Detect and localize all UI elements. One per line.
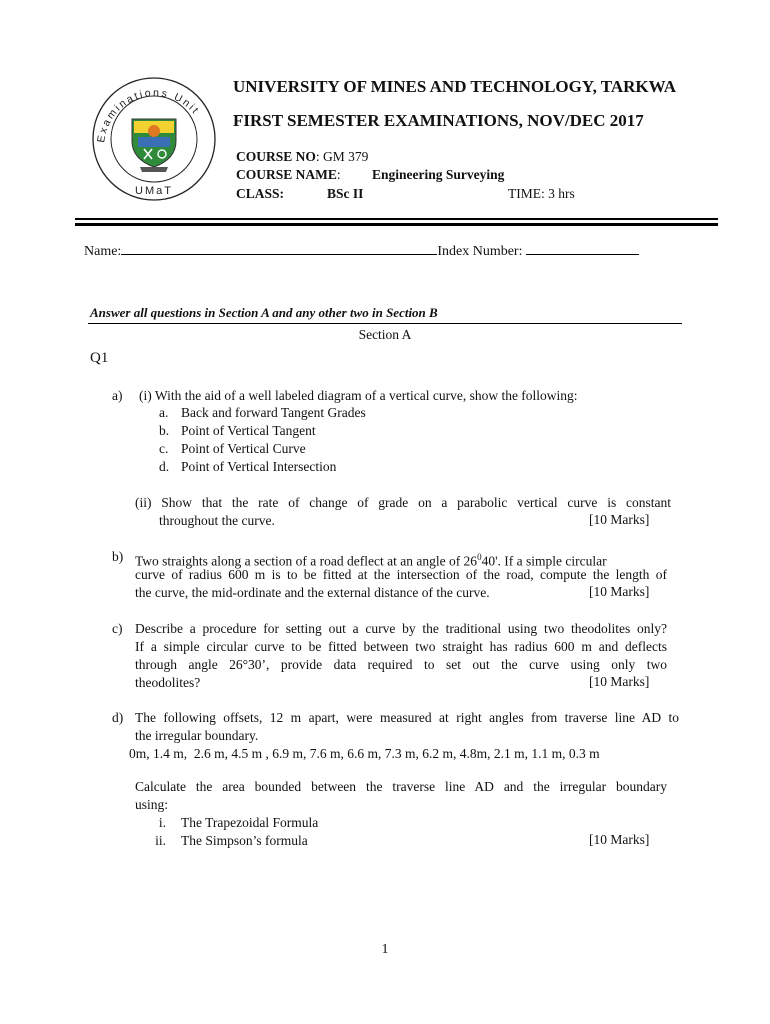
part-c-line1: Describe a procedure for setting out a curve by the traditional using two theodolites only? — [135, 621, 667, 636]
part-d-calc-line1: Calculate the area bounded between the traverse line AD and the irregular boundary — [135, 779, 667, 794]
part-c-label: c) — [112, 621, 123, 636]
part-d-label: d) — [112, 710, 124, 725]
page-number: 1 — [381, 942, 389, 957]
exam-duration: TIME: 3 hrs — [508, 186, 575, 201]
question-number: Q1 — [90, 350, 109, 366]
offsets-list: 0m, 1.4 m, 2.6 m, 4.5 m , 6.9 m, 7.6 m, 6.6 m, 7.3 m, 6.2 m, 4.8m, 2.1 m, 1.1 m, 0.3 m — [129, 746, 600, 761]
part-c-line4: theodolites? — [135, 675, 201, 690]
course-name-label: COURSE NAME: — [236, 167, 341, 182]
index-number-field[interactable] — [526, 242, 639, 255]
part-d-line1: The following offsets, 12 m apart, were measured at right angles from traverse line AD to — [135, 710, 679, 725]
candidate-info-row — [84, 242, 639, 260]
list-item: ii. — [155, 833, 166, 848]
index-number-label: Index Number: — [437, 244, 523, 259]
marks-label: [10 Marks] — [589, 674, 650, 689]
part-b-label: b) — [112, 549, 124, 564]
list-item: c. — [159, 441, 169, 456]
part-a-ii-continuation: throughout the curve. — [159, 513, 275, 528]
university-title: UNIVERSITY OF MINES AND TECHNOLOGY, TARKWA — [233, 77, 677, 96]
part-d-line2: the irregular boundary. — [135, 728, 259, 743]
exam-instructions: Answer all questions in Section A and any other two in Section B — [90, 305, 438, 320]
class-value: BSc II — [327, 186, 364, 201]
exam-title: FIRST SEMESTER EXAMINATIONS, NOV/DEC 2017 — [233, 111, 644, 130]
list-item: a. — [159, 405, 169, 420]
list-item: Point of Vertical Intersection — [181, 459, 337, 474]
part-a-ii-text: (ii) Show that the rate of change of grade on a parabolic vertical curve is constant — [135, 495, 671, 510]
list-item: d. — [159, 459, 170, 474]
part-b-line3: the curve, the mid-ordinate and the external distance of the curve. — [135, 585, 490, 600]
part-a-label: a) — [112, 388, 123, 403]
svg-text:UMaT: UMaT — [135, 185, 173, 197]
list-item: Back and forward Tangent Grades — [181, 405, 366, 420]
list-item: The Simpson’s formula — [181, 833, 308, 848]
part-c-line2: If a simple circular curve to be fitted between two straight has radius 600 m and deflects — [135, 639, 667, 654]
name-label: Name: — [84, 244, 122, 259]
svg-text:Examinations Unit: Examinations Unit — [95, 86, 203, 144]
marks-label: [10 Marks] — [589, 584, 650, 599]
header-divider-thin — [75, 218, 718, 220]
section-heading: Section A — [358, 327, 412, 342]
marks-label: [10 Marks] — [589, 512, 650, 527]
header-divider-thick — [75, 223, 718, 226]
course-name-value: Engineering Surveying — [372, 167, 505, 182]
marks-label: [10 Marks] — [589, 832, 650, 847]
list-item: Point of Vertical Tangent — [181, 423, 316, 438]
part-a-i-text: (i) With the aid of a well labeled diagram of a vertical curve, show the following: — [139, 388, 578, 403]
instructions-underline — [88, 323, 682, 324]
list-item: b. — [159, 423, 170, 438]
part-b-line1: Two straights along a section of a road deflect at an angle of $26^040'$. If a simple circular — [135, 552, 607, 569]
name-field[interactable] — [121, 242, 437, 255]
part-c-line3: through angle 26°30’, provide data required to set out the curve using only two — [135, 657, 667, 672]
course-number: COURSE NO: GM 379 — [236, 149, 369, 164]
list-item: The Trapezoidal Formula — [181, 815, 319, 830]
class-label: CLASS: — [236, 186, 285, 201]
part-b-line2: curve of radius 600 m is to be fitted at the intersection of the road, compute the length of — [135, 567, 667, 582]
list-item: i. — [158, 815, 166, 830]
umat-seal-logo — [90, 75, 218, 203]
list-item: Point of Vertical Curve — [181, 441, 306, 456]
part-d-calc-line2: using: — [135, 797, 169, 812]
